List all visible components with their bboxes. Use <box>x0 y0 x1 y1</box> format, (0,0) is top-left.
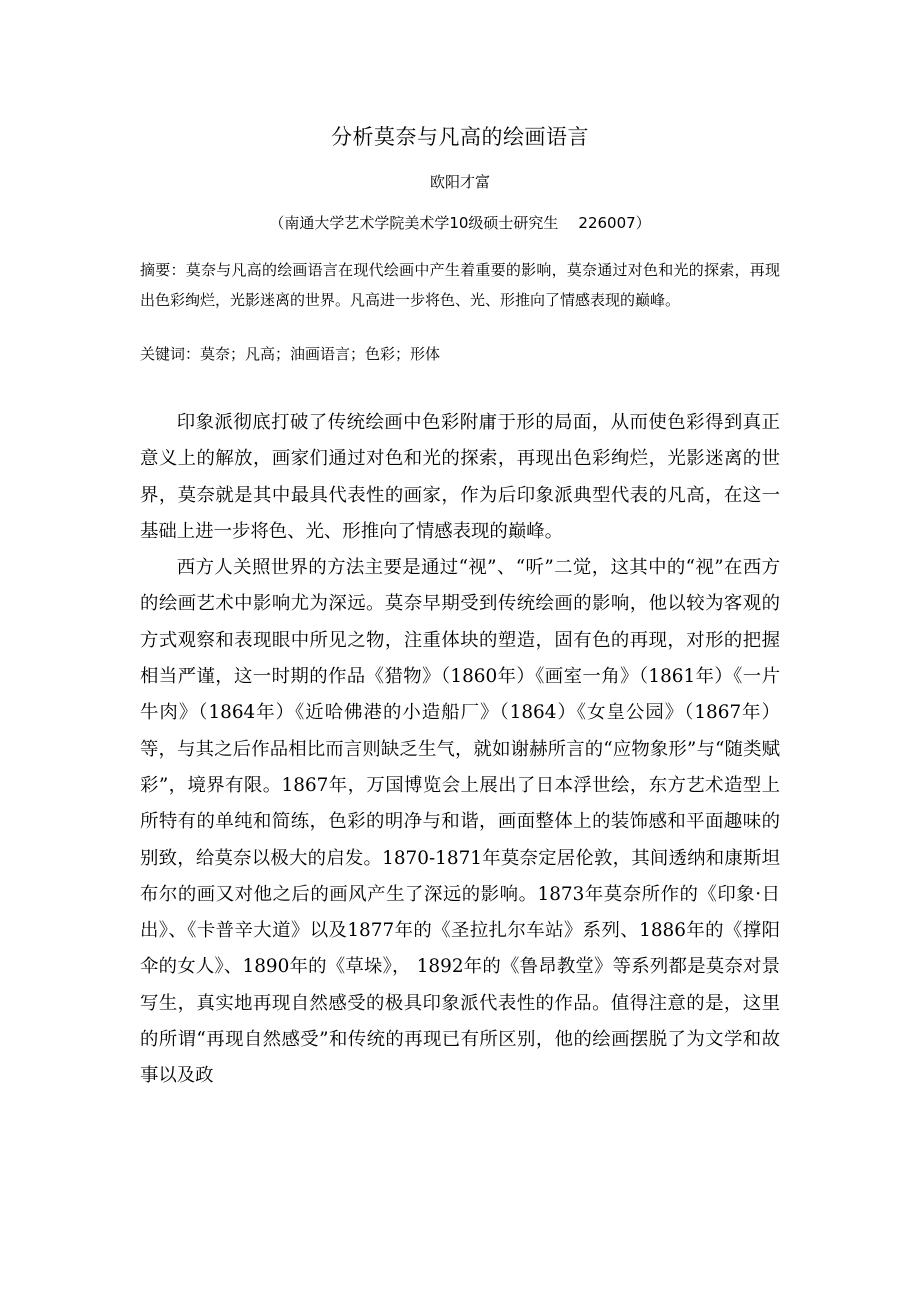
abstract-label: 摘要： <box>140 261 186 279</box>
abstract <box>140 255 780 315</box>
affiliation-text: （南通大学艺术学院美术学10级硕士研究生 <box>269 214 559 232</box>
author-affiliation <box>0 211 920 235</box>
body-text <box>140 405 780 1095</box>
abstract-text: 莫奈与凡高的绘画语言在现代绘画中产生着重要的影响，莫奈通过对色和光的探索，再现出色彩绚烂，光影迷离的世界。凡高进一步将色、光、形推向了情感表现的巅峰。 <box>140 261 780 309</box>
body-paragraph: 西方人关照世界的方法主要是通过“视”、“听”二觉，这其中的“视”在西方的绘画艺术中影响尤为深远。莫奈早期受到传统绘画的影响，他以较为客观的方式观察和表现眼中所见之物，注重体块的塑造，固有色的再现，对形的把握相当严谨，这一时期的作品《猎物》（1860年）《画室一角》（1861年）《一片牛肉》（1864年）《近哈佛港的小造船厂》（1864）《女皇公园》（1867年）等，与其之后作品相比而言则缺乏生气，就如谢赫所言的“应物象形”与“随类赋彩”，境界有限。1867年，万国博览会上展出了日本浮世绘，东方艺术造型上所特有的单纯和简练，色彩的明净与和谐，画面整体上的装饰感和平面趣味的别致，给莫奈以极大的启发。1870-1871年莫奈定居伦敦，其间透纳和康斯坦布尔的画又对他之后的画风产生了深远的影响。1873年莫奈所作的《印象·日出》、《卡普辛大道》以及1877年的《圣拉扎尔车站》系列、1886年的《撑阳伞的女人》、1890年的《草垛》， 1892年的《鲁昂教堂》等系列都是莫奈对景写生，真实地再现自然感受的极具印象派代表性的作品。值得注意的是，这里的所谓“再现自然感受”和传统的再现已有所区别，他的绘画摆脱了为文学和故事以及政 <box>140 557 780 1087</box>
keywords-text: 莫奈；凡高；油画语言；色彩；形体 <box>200 345 441 363</box>
keywords-label: 关键词： <box>140 345 201 363</box>
body-paragraph: 印象派彻底打破了传统绘画中色彩附庸于形的局面，从而使色彩得到真正意义上的解放，画家们通过对色和光的探索，再现出色彩绚烂，光影迷离的世界，莫奈就是其中最具代表性的画家，作为后印象派典型代表的凡高，在这一基础上进一步将色、光、形推向了情感表现的巅峰。 <box>140 412 780 542</box>
author-name: 欧阳才富 <box>429 173 490 191</box>
keywords <box>140 341 780 367</box>
affiliation-postcode: 226007） <box>578 214 651 232</box>
paper-title: 分析莫奈与凡高的绘画语言 <box>331 125 589 149</box>
